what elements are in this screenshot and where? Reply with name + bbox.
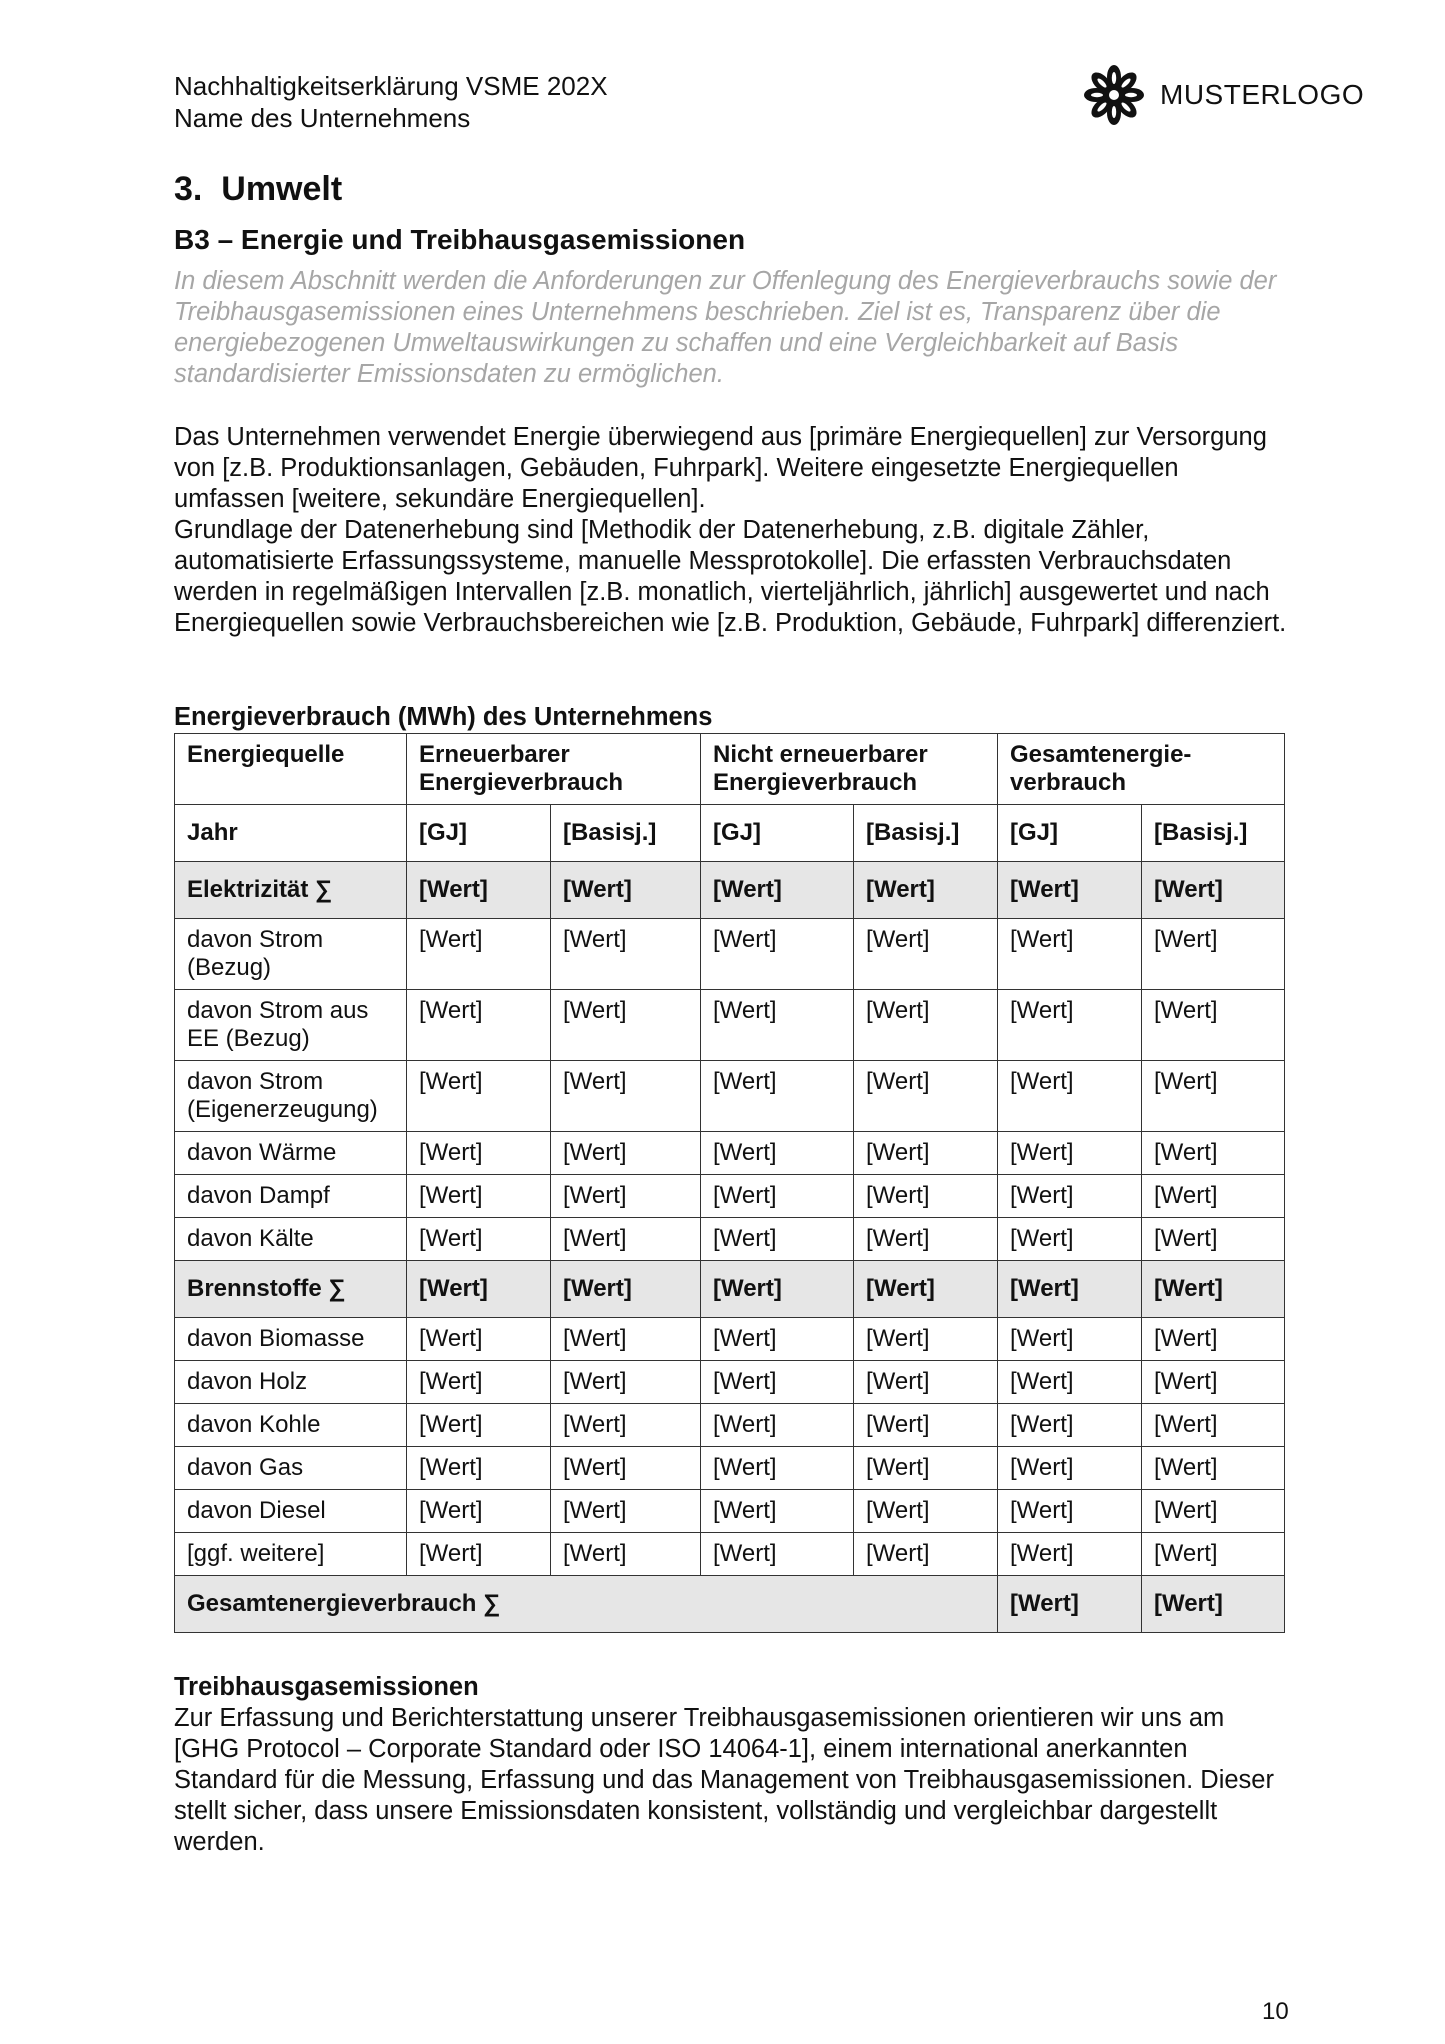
- value-cell: [Wert]: [407, 1447, 551, 1490]
- value-cell: [Wert]: [551, 1061, 701, 1132]
- row-label: davon Kälte: [175, 1218, 407, 1261]
- page-header: [174, 70, 608, 134]
- value-cell: [Wert]: [1142, 1447, 1285, 1490]
- unit-cell: [GJ]: [407, 805, 551, 862]
- value-cell: [Wert]: [998, 1361, 1142, 1404]
- row-label: davon Biomasse: [175, 1318, 407, 1361]
- unit-cell: [Basisj.]: [1142, 805, 1285, 862]
- row-label: davon Strom (Eigenerzeugung): [175, 1061, 407, 1132]
- total-label: Gesamtenergieverbrauch ∑: [175, 1576, 998, 1633]
- unit-cell: [GJ]: [701, 805, 854, 862]
- year-label: Jahr: [175, 805, 407, 862]
- value-cell: [Wert]: [407, 1533, 551, 1576]
- value-cell: [Wert]: [1142, 862, 1285, 919]
- value-cell: [Wert]: [1142, 1533, 1285, 1576]
- header-total: Gesamtenergie-verbrauch: [998, 734, 1285, 805]
- value-cell: [Wert]: [551, 1175, 701, 1218]
- value-cell: [Wert]: [701, 919, 854, 990]
- value-cell: [Wert]: [701, 1447, 854, 1490]
- row-label: davon Holz: [175, 1361, 407, 1404]
- value-cell: [Wert]: [1142, 1404, 1285, 1447]
- row-label: davon Strom (Bezug): [175, 919, 407, 990]
- value-cell: [Wert]: [701, 1318, 854, 1361]
- value-cell: [Wert]: [701, 1132, 854, 1175]
- row-label: davon Dampf: [175, 1175, 407, 1218]
- section-number: 3.: [174, 170, 203, 208]
- value-cell: [Wert]: [407, 1261, 551, 1318]
- value-cell: [Wert]: [407, 862, 551, 919]
- value-cell: [Wert]: [854, 1533, 998, 1576]
- section-title: Umwelt: [221, 170, 343, 208]
- value-cell: [Wert]: [854, 1132, 998, 1175]
- value-cell: [Wert]: [854, 862, 998, 919]
- value-cell: [Wert]: [551, 1132, 701, 1175]
- value-cell: [Wert]: [551, 1490, 701, 1533]
- header-company: Name des Unternehmens: [174, 103, 471, 133]
- table-total-row: [175, 1576, 1285, 1633]
- header-nonrenewable: Nicht erneuerbarer Energieverbrauch: [701, 734, 998, 805]
- value-cell: [Wert]: [854, 919, 998, 990]
- value-cell: [Wert]: [998, 1175, 1142, 1218]
- unit-cell: [Basisj.]: [551, 805, 701, 862]
- value-cell: [Wert]: [854, 1490, 998, 1533]
- table-row: [175, 1132, 1285, 1175]
- value-cell: [Wert]: [407, 1175, 551, 1218]
- value-cell: [Wert]: [854, 1261, 998, 1318]
- body-text: [174, 422, 1294, 639]
- value-cell: [Wert]: [407, 919, 551, 990]
- value-cell: [Wert]: [701, 1361, 854, 1404]
- value-cell: [Wert]: [407, 1490, 551, 1533]
- value-cell: [Wert]: [1142, 1361, 1285, 1404]
- subsection-heading: B3 – Energie und Treibhausgasemissionen: [174, 224, 746, 255]
- table-row: [175, 1361, 1285, 1404]
- value-cell: [Wert]: [854, 1061, 998, 1132]
- table-row: [175, 1490, 1285, 1533]
- value-cell: [Wert]: [998, 1261, 1142, 1318]
- value-cell: [Wert]: [998, 1533, 1142, 1576]
- ghg-heading: Treibhausgasemissionen: [174, 1673, 479, 1701]
- value-cell: [Wert]: [551, 1318, 701, 1361]
- value-cell: [Wert]: [407, 990, 551, 1061]
- value-cell: [Wert]: [701, 1404, 854, 1447]
- table-header-row: [175, 734, 1285, 805]
- value-cell: [Wert]: [551, 862, 701, 919]
- row-label: davon Wärme: [175, 1132, 407, 1175]
- table-row: [175, 1404, 1285, 1447]
- value-cell: [Wert]: [998, 862, 1142, 919]
- value-cell: [Wert]: [854, 990, 998, 1061]
- table-row: [175, 1218, 1285, 1261]
- table-title: Energieverbrauch (MWh) des Unternehmens: [174, 703, 713, 731]
- company-logo: [1082, 62, 1364, 128]
- value-cell: [Wert]: [701, 1175, 854, 1218]
- value-cell: [Wert]: [701, 1261, 854, 1318]
- body-paragraph-2: Grundlage der Datenerhebung sind [Methodik der Datenerhebung, z.B. digitale Zähler, automatisierte Erfassungssysteme, manuelle Messprotokolle]. Die erfassten Verbrauchsdaten werden in regelmäßigen Intervallen [z.B. monatlich, vierteljährlich, jährlich] ausgewertet und nach Energiequellen sowie Verbrauchsbereichen wie [z.B. Produktion, Gebäude, Fuhrpark] differenziert.: [174, 516, 1287, 637]
- value-cell: [Wert]: [998, 1218, 1142, 1261]
- value-cell: [Wert]: [701, 1061, 854, 1132]
- table-row: [175, 919, 1285, 990]
- value-cell: [Wert]: [1142, 1261, 1285, 1318]
- value-cell: [Wert]: [1142, 1218, 1285, 1261]
- value-cell: [Wert]: [701, 990, 854, 1061]
- value-cell: [Wert]: [854, 1447, 998, 1490]
- value-cell: [Wert]: [1142, 1061, 1285, 1132]
- unit-cell: [GJ]: [998, 805, 1142, 862]
- value-cell: [Wert]: [998, 1447, 1142, 1490]
- value-cell: [Wert]: [854, 1218, 998, 1261]
- table-row: [175, 1061, 1285, 1132]
- value-cell: [Wert]: [407, 1132, 551, 1175]
- value-cell: [Wert]: [854, 1318, 998, 1361]
- total-value-cell: [Wert]: [998, 1576, 1142, 1633]
- value-cell: [Wert]: [407, 1404, 551, 1447]
- table-year-row: [175, 805, 1285, 862]
- value-cell: [Wert]: [701, 1490, 854, 1533]
- value-cell: [Wert]: [551, 990, 701, 1061]
- value-cell: [Wert]: [551, 1261, 701, 1318]
- value-cell: [Wert]: [854, 1361, 998, 1404]
- table-row: [175, 1175, 1285, 1218]
- flower-icon: [1082, 63, 1146, 127]
- row-label: Elektrizität ∑: [175, 862, 407, 919]
- header-source: Energiequelle: [175, 734, 407, 805]
- header-renewable: Erneuerbarer Energieverbrauch: [407, 734, 701, 805]
- intro-text: In diesem Abschnitt werden die Anforderungen zur Offenlegung des Energieverbrauchs sowie der Treibhausgasemissionen eines Unternehmens beschrieben. Ziel ist es, Transparenz über die energiebezogenen Umweltauswirkungen zu schaffen und eine Vergleichbarkeit auf Basis standardisierter Emissionsdaten zu ermöglichen.: [174, 267, 1277, 388]
- value-cell: [Wert]: [1142, 1318, 1285, 1361]
- value-cell: [Wert]: [998, 990, 1142, 1061]
- value-cell: [Wert]: [998, 919, 1142, 990]
- value-cell: [Wert]: [998, 1404, 1142, 1447]
- table-row: [175, 1318, 1285, 1361]
- page-number: 10: [1262, 1998, 1289, 2025]
- value-cell: [Wert]: [998, 1490, 1142, 1533]
- value-cell: [Wert]: [407, 1061, 551, 1132]
- value-cell: [Wert]: [998, 1132, 1142, 1175]
- row-label: davon Diesel: [175, 1490, 407, 1533]
- row-label: davon Gas: [175, 1447, 407, 1490]
- value-cell: [Wert]: [701, 1533, 854, 1576]
- ghg-text: Zur Erfassung und Berichterstattung unserer Treibhausgasemissionen orientieren wir uns am [GHG Protocol – Corporate Standard oder ISO 14064-1], einem international anerkannten Standard für die Messung, Erfassung und das Management von Treibhausgasemissionen. Dieser stellt sicher, dass unsere Emissionsdaten konsistent, vollständig und vergleichbar dargestellt werden.: [174, 1704, 1274, 1856]
- value-cell: [Wert]: [998, 1061, 1142, 1132]
- value-cell: [Wert]: [854, 1404, 998, 1447]
- row-label: davon Strom aus EE (Bezug): [175, 990, 407, 1061]
- value-cell: [Wert]: [551, 1404, 701, 1447]
- value-cell: [Wert]: [1142, 990, 1285, 1061]
- value-cell: [Wert]: [1142, 1175, 1285, 1218]
- value-cell: [Wert]: [551, 1447, 701, 1490]
- header-title: Nachhaltigkeitserklärung VSME 202X: [174, 71, 608, 101]
- value-cell: [Wert]: [998, 1318, 1142, 1361]
- value-cell: [Wert]: [1142, 1132, 1285, 1175]
- value-cell: [Wert]: [551, 919, 701, 990]
- value-cell: [Wert]: [407, 1318, 551, 1361]
- row-label: [ggf. weitere]: [175, 1533, 407, 1576]
- body-paragraph-1: Das Unternehmen verwendet Energie überwiegend aus [primäre Energiequellen] zur Versorgung von [z.B. Produktionsanlagen, Gebäuden, Fuhrpark]. Weitere eingesetzte Energiequellen umfassen [weitere, sekundäre Energiequellen].: [174, 423, 1267, 513]
- value-cell: [Wert]: [407, 1361, 551, 1404]
- row-label: davon Kohle: [175, 1404, 407, 1447]
- value-cell: [Wert]: [701, 1218, 854, 1261]
- value-cell: [Wert]: [551, 1361, 701, 1404]
- value-cell: [Wert]: [701, 862, 854, 919]
- table-row: [175, 862, 1285, 919]
- table-row: [175, 990, 1285, 1061]
- value-cell: [Wert]: [551, 1533, 701, 1576]
- section-heading: [174, 170, 342, 209]
- value-cell: [Wert]: [1142, 1490, 1285, 1533]
- logo-text: MUSTERLOGO: [1160, 79, 1365, 110]
- table-row: [175, 1533, 1285, 1576]
- row-label: Brennstoffe ∑: [175, 1261, 407, 1318]
- value-cell: [Wert]: [854, 1175, 998, 1218]
- unit-cell: [Basisj.]: [854, 805, 998, 862]
- table-row: [175, 1447, 1285, 1490]
- value-cell: [Wert]: [1142, 919, 1285, 990]
- value-cell: [Wert]: [551, 1218, 701, 1261]
- total-value-cell: [Wert]: [1142, 1576, 1285, 1633]
- value-cell: [Wert]: [407, 1218, 551, 1261]
- energy-table: [174, 733, 1285, 1633]
- table-row: [175, 1261, 1285, 1318]
